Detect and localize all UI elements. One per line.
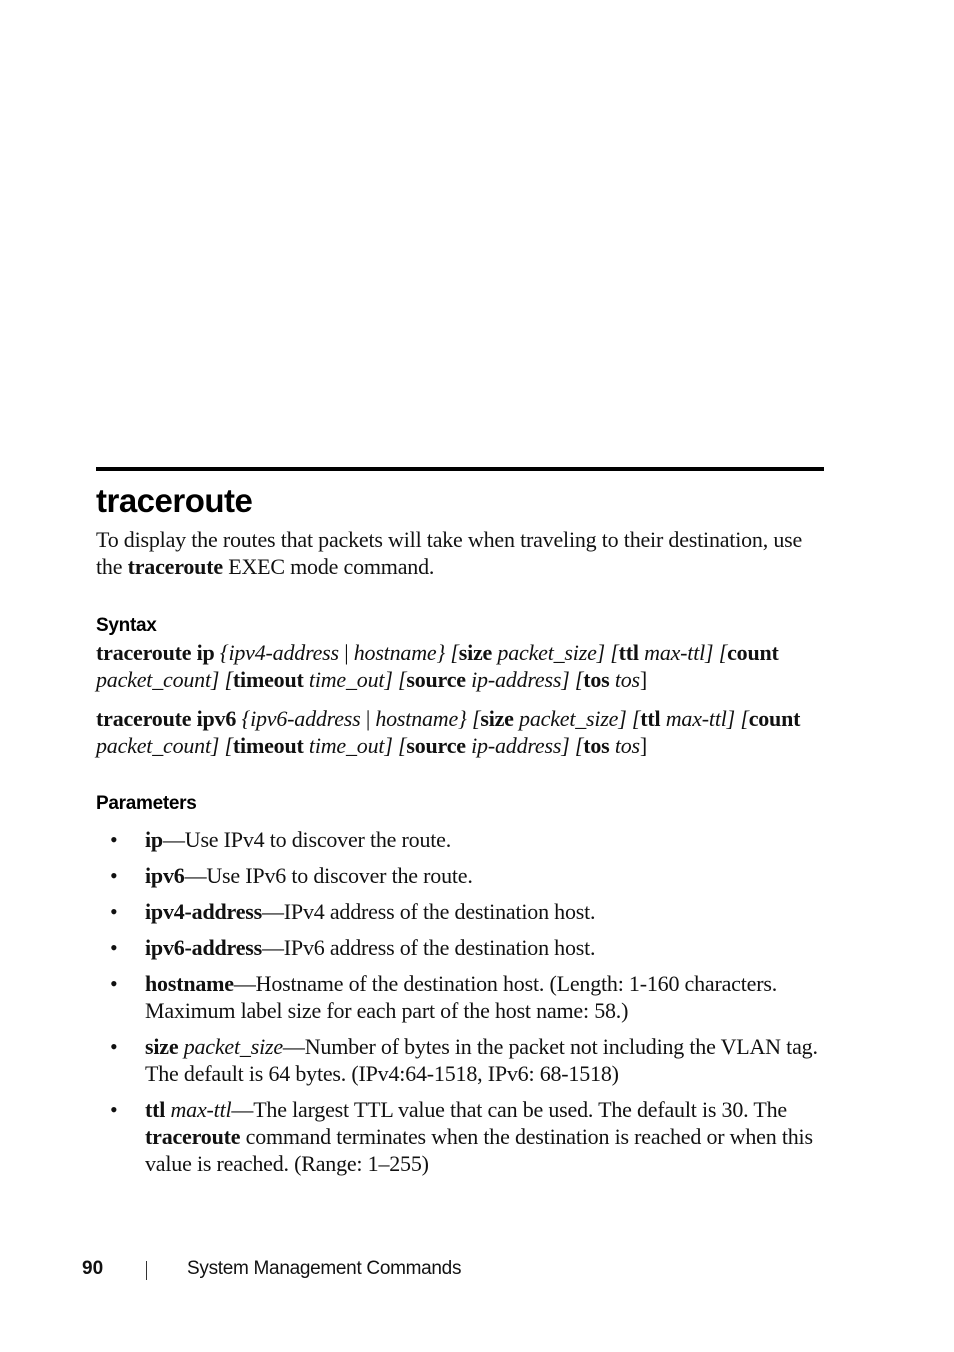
bullet-icon: •: [110, 971, 118, 996]
bullet-icon: •: [110, 863, 118, 888]
syntax-keyword: ttl: [618, 640, 639, 665]
param-term: ipv6: [145, 863, 185, 888]
bullet-icon: •: [110, 935, 118, 960]
intro-text: To display the routes that packets will take when traveling to their destination, use the: [96, 527, 803, 579]
list-item: [96, 970, 826, 1024]
bullet-icon: •: [110, 827, 118, 852]
param-desc: —Hostname of the destination host. (Length: 1-160 characters. Maximum label size for each part of the host name: 58.): [145, 971, 778, 1023]
param-term: ttl: [145, 1097, 166, 1122]
syntax-arg: packet_size] [: [492, 640, 619, 665]
parameters-heading: Parameters: [96, 793, 197, 814]
param-desc: —IPv4 address of the destination host.: [262, 899, 596, 924]
param-desc-command: traceroute: [145, 1124, 241, 1149]
syntax-keyword: size: [458, 640, 493, 665]
syntax-keyword: ttl: [640, 706, 661, 731]
syntax-pipe: |: [360, 706, 376, 731]
intro-text-end: EXEC mode command.: [222, 554, 435, 579]
syntax-bracket: ]: [639, 733, 648, 758]
intro-paragraph: [96, 526, 826, 580]
section-rule: [96, 467, 824, 471]
syntax-keyword: timeout: [232, 733, 304, 758]
list-item: [96, 1096, 826, 1177]
syntax-arg: tos: [609, 667, 640, 692]
syntax-arg: time_out] [: [303, 667, 407, 692]
syntax-keyword: timeout: [232, 667, 304, 692]
syntax-keyword: source: [406, 667, 466, 692]
syntax-command: traceroute ipv6: [96, 706, 237, 731]
syntax-keyword: tos: [583, 733, 610, 758]
param-term: ipv4-address: [145, 899, 262, 924]
list-item: [96, 1033, 826, 1087]
param-arg: packet_size: [178, 1034, 283, 1059]
syntax-arg: ip-address] [: [465, 733, 584, 758]
syntax-arg: packet_count] [: [96, 667, 233, 692]
syntax-arg: {ipv4-address: [214, 640, 339, 665]
syntax-pipe: |: [338, 640, 354, 665]
param-desc: —Number of bytes in the packet not including the VLAN tag. The default is 64 bytes. (IPv4:64-1518, IPv6: 68-1518): [145, 1034, 818, 1086]
bullet-icon: •: [110, 1097, 118, 1122]
syntax-line-ipv4: [96, 639, 836, 693]
param-desc: —IPv6 address of the destination host.: [262, 935, 596, 960]
syntax-heading: Syntax: [96, 615, 157, 636]
param-term: size: [145, 1034, 179, 1059]
intro-command: traceroute: [127, 554, 223, 579]
footer-chapter-title: System Management Commands: [187, 1258, 462, 1279]
syntax-line-ipv6: [96, 705, 836, 759]
list-item: [96, 934, 826, 961]
section-title: traceroute: [96, 482, 253, 519]
syntax-bracket: ]: [639, 667, 648, 692]
syntax-command: traceroute ip: [96, 640, 215, 665]
parameter-list: [96, 826, 826, 1186]
syntax-arg: ip-address] [: [465, 667, 584, 692]
syntax-arg: tos: [609, 733, 640, 758]
param-desc: —The largest TTL value that can be used. The default is 30. The: [231, 1097, 787, 1122]
syntax-keyword: source: [406, 733, 466, 758]
footer-separator: [146, 1261, 147, 1280]
param-desc-end: command terminates when the destination is reached or when this value is reached. (Range: 1–255): [145, 1124, 813, 1176]
param-desc: —Use IPv4 to discover the route.: [162, 827, 452, 852]
param-arg: max-ttl: [165, 1097, 232, 1122]
syntax-keyword: count: [748, 706, 801, 731]
syntax-arg: packet_size] [: [513, 706, 641, 731]
param-term: ip: [145, 827, 163, 852]
bullet-icon: •: [110, 899, 118, 924]
list-item: [96, 898, 826, 925]
syntax-arg: {ipv6-address: [236, 706, 361, 731]
syntax-arg: packet_count] [: [96, 733, 233, 758]
bullet-icon: •: [110, 1034, 118, 1059]
syntax-arg: hostname} [: [375, 706, 481, 731]
param-term: hostname: [145, 971, 234, 996]
syntax-keyword: size: [480, 706, 514, 731]
page-footer: [0, 1256, 954, 1284]
param-desc: —Use IPv6 to discover the route.: [184, 863, 473, 888]
syntax-keyword: tos: [583, 667, 610, 692]
list-item: [96, 862, 826, 889]
syntax-keyword: count: [727, 640, 779, 665]
syntax-arg: max-ttl] [: [660, 706, 749, 731]
syntax-arg: time_out] [: [303, 733, 407, 758]
syntax-arg: hostname} [: [353, 640, 459, 665]
page-number: 90: [82, 1258, 104, 1279]
syntax-arg: max-ttl] [: [638, 640, 728, 665]
list-item: [96, 826, 826, 853]
param-term: ipv6-address: [145, 935, 262, 960]
